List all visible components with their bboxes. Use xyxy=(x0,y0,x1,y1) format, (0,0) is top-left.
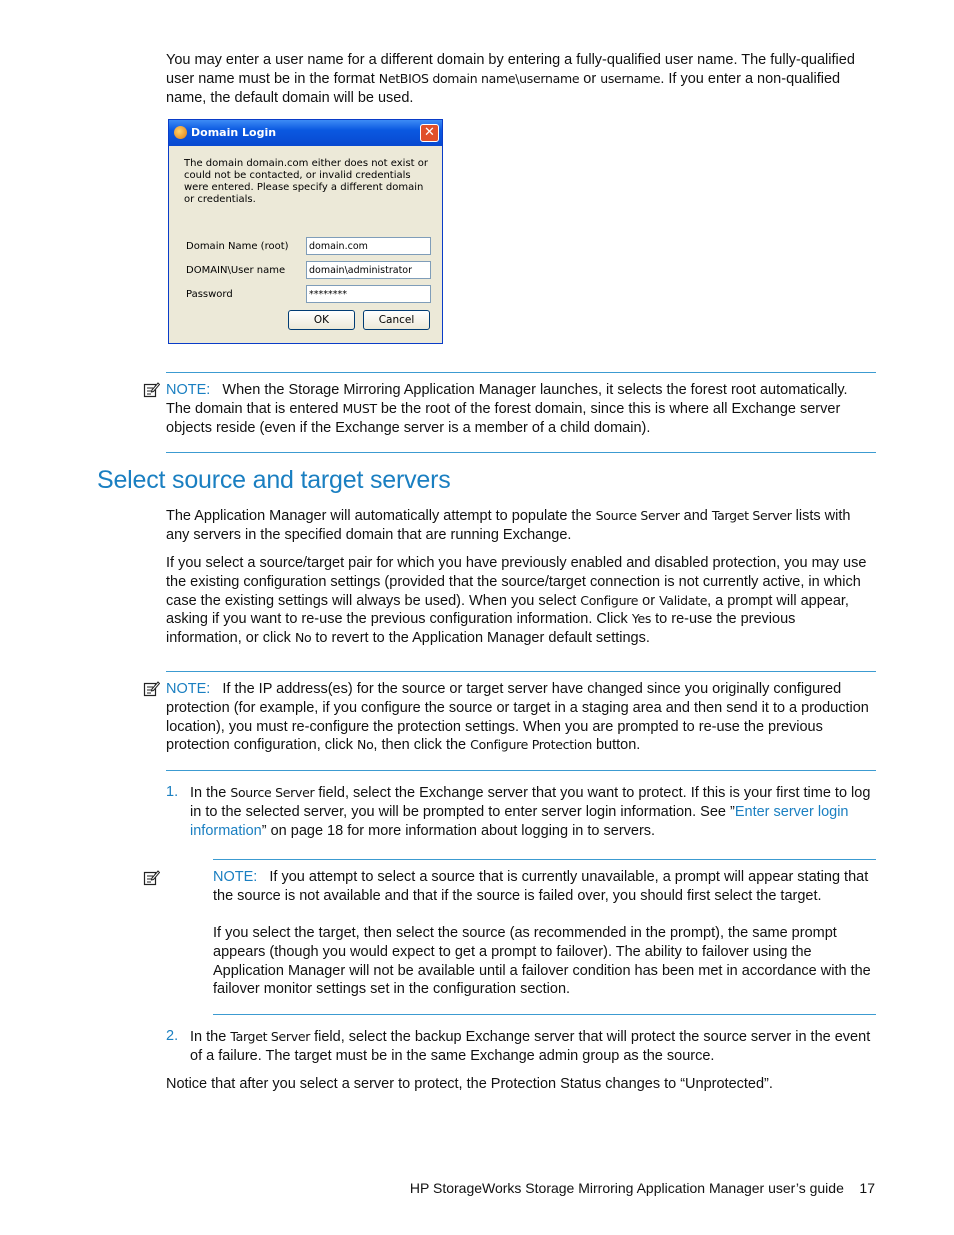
note-divider-top xyxy=(213,859,876,860)
password-field[interactable]: ******** xyxy=(306,285,431,303)
note-3-paragraph-2: If you select the target, then select the source (as recommended in the prompt), the same prompt appears (though you would expect to get a prompt to failover). The ability to failover using the Application Manager will not be available until a failover condition has been met in accordance with the failover monitor settings set in the configuration section. xyxy=(213,925,871,998)
dialog-message: The domain domain.com either does not exist or could not be contacted, or invalid credentials were entered. Please specify a different domain or credentials. xyxy=(184,158,428,205)
step-2-number: 2. xyxy=(166,1028,179,1044)
note-1: NOTE: When the Storage Mirroring Application Manager launches, it selects the forest root automatically. The domain that is entered MUST be the root of the forest domain, since this is where all Exchange server objects reside (even if the Exchange server is a member of a child domain). xyxy=(166,382,848,436)
password-label: Password xyxy=(186,289,233,300)
domain-name-field[interactable]: domain.com xyxy=(306,237,431,255)
page-footer xyxy=(410,1180,875,1196)
domain-name-label: Domain Name (root) xyxy=(186,241,289,252)
note-3: NOTE: If you attempt to select a source that is currently unavailable, a prompt will appear stating that the source is not available and that if the source is failed over, you should first select the target. xyxy=(213,869,869,904)
app-icon xyxy=(174,126,187,139)
note-divider-top xyxy=(166,671,876,672)
domain-login-dialog xyxy=(168,119,443,344)
note-icon xyxy=(143,869,160,886)
note-label: NOTE: xyxy=(213,869,258,885)
cancel-button[interactable]: Cancel xyxy=(363,310,430,330)
section-heading: Select source and target servers xyxy=(97,466,451,494)
ok-button[interactable]: OK xyxy=(288,310,355,330)
dialog-title: Domain Login xyxy=(191,126,277,139)
code-format: NetBIOS domain name\username xyxy=(378,70,580,86)
note-divider-top xyxy=(166,372,876,373)
step-2: In the Target Server field, select the backup Exchange server that will protect the source server in the event of a failure. The target must be in the same Exchange admin group as the source. xyxy=(190,1029,871,1064)
note-divider-bottom xyxy=(213,1014,876,1015)
username-field[interactable]: domain\administrator xyxy=(306,261,431,279)
step-1: In the Source Server field, select the Exchange server that you want to protect. If this is your first time to log in to the selected server, you will be prompted to enter server login information. See ”Enter server login information” on page 18 for more information about logging in to servers. xyxy=(190,785,871,839)
server-login-link[interactable]: Enter server login information xyxy=(190,803,849,839)
code-username: username xyxy=(600,70,661,86)
closing-paragraph: Notice that after you select a server to protect, the Protection Status changes to “Unprotected”. xyxy=(166,1076,773,1092)
note-icon xyxy=(143,381,160,398)
step-1-number: 1. xyxy=(166,784,179,800)
note-icon xyxy=(143,680,160,697)
note-divider-bottom xyxy=(166,770,876,771)
dialog-titlebar xyxy=(169,120,442,146)
intro-paragraph: You may enter a user name for a different domain by entering a fully-qualified user name. The fully-qualified user name must be in the format NetBIOS domain name\username or username. If you enter a non-qualified name, the default domain will be used. xyxy=(166,52,855,106)
note-label: NOTE: xyxy=(166,681,211,697)
page-number: 17 xyxy=(859,1180,875,1196)
footer-title: HP StorageWorks Storage Mirroring Application Manager user’s guide xyxy=(409,1180,844,1196)
note-divider-bottom xyxy=(166,452,876,453)
paragraph-1: The Application Manager will automatically attempt to populate the Source Server and Target Server lists with any servers in the specified domain that are running Exchange. xyxy=(166,508,851,543)
close-icon[interactable]: ✕ xyxy=(420,124,439,142)
note-label: NOTE: xyxy=(166,382,211,398)
note-2: NOTE: If the IP address(es) for the source or target server have changed since you originally configured protection (for example, if you configure the source or target in a staging area and then send it to a production location), you must re-configure the protection settings. When you are prompted to re-use the previous protection configuration, click No, then click the Configure Protection button. xyxy=(166,681,869,754)
username-label: DOMAIN\User name xyxy=(186,265,286,276)
paragraph-2: If you select a source/target pair for which you have previously enabled and disabled protection, you may use the existing configuration settings (provided that the source/target connection is not currently active, in which case the existing settings will always be used). When you select Configure or Validate, a prompt will appear, asking if you want to re-use the previous configuration information. Click Yes to re-use the previous information, or click No to revert to the Application Manager default settings. xyxy=(166,555,867,647)
